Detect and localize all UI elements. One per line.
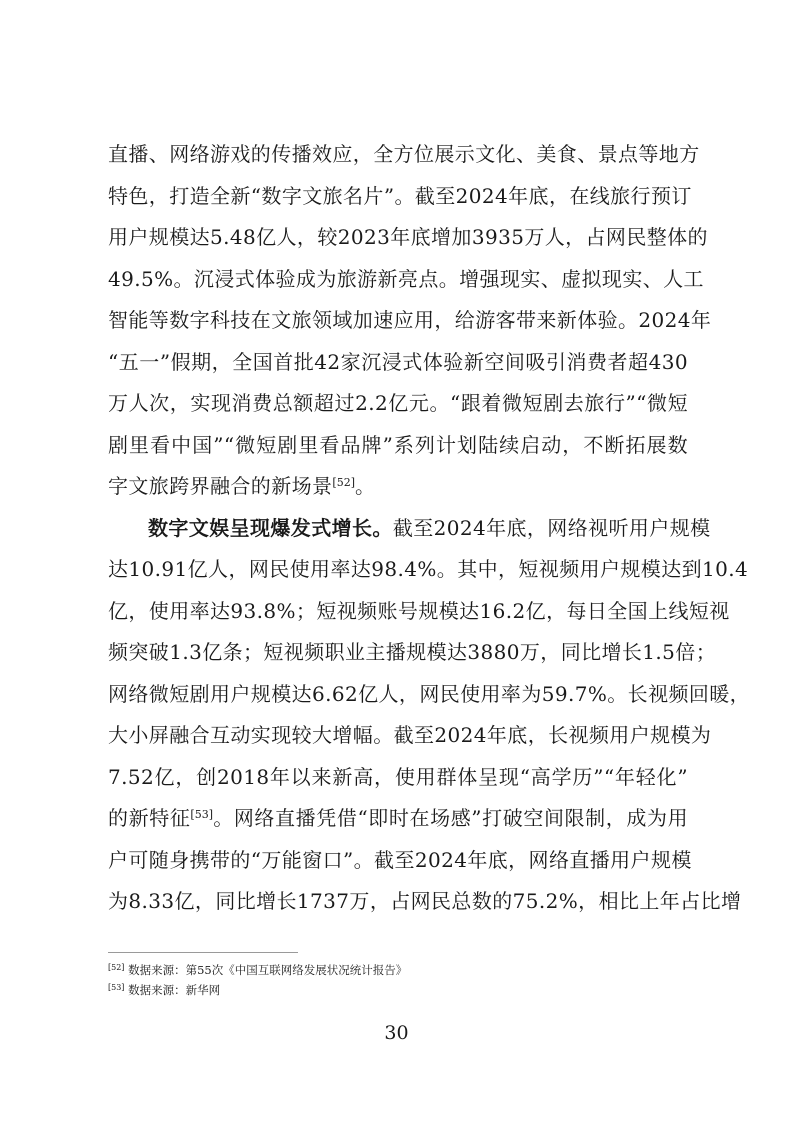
paragraph2-first-rest: 截至2024年底，网络视听用户规模 [392,515,711,540]
paragraph2-ref-line [108,798,688,840]
paragraph2-line: 网络微短剧用户规模达6.62亿人，网民使用率为59.7%。长视频回暖， [108,681,751,706]
paragraph2-line: 为8.33亿，同比增长1737万，占网民总数的75.2%，相比上年占比增 [108,889,742,913]
footnote-text: 数据来源：第55次《中国互联网络发展状况统计报告》 [128,963,408,977]
paragraph2-first-line [108,508,711,550]
footnote-marker: [52] [108,963,125,972]
footnote-53 [108,980,688,1000]
paragraph1-last-line [108,466,688,508]
paragraph2-ref-before: 的新特征 [108,806,191,830]
footnote-text: 数据来源：新华网 [128,983,221,997]
paragraph2-ref-after: 。网络直播凭借“即时在场感”打破空间限制，成为用 [213,806,688,830]
paragraph1-line: 用户规模达5.48亿人，较2023年底增加3935万人，占网民整体的 [108,225,708,249]
footnote-ref-52[interactable]: [52] [332,476,355,489]
paragraph1-line: “五一”假期，全国首批42家沉浸式体验新空间吸引消费者超430 [108,349,688,374]
paragraph1-last-text: 字文旅跨界融合的新场景 [108,474,333,498]
footnote-marker: [53] [108,983,125,992]
paragraph2-bold-lead: 数字文娱呈现爆发式增长。 [148,515,393,540]
footnote-52 [108,960,688,980]
footnote-ref-53[interactable]: [53] [190,808,214,821]
paragraph2-line: 户可随身携带的“万能窗口”。截至2024年底，网络直播用户规模 [108,847,692,872]
paragraph1-line: 剧里看中国”“微短剧里看品牌”系列计划陆续启动，不断拓展数 [108,432,688,457]
body-text [108,134,751,923]
paragraph1-line: 智能等数字科技在文旅领域加速应用，给游客带来新体验。2024年 [108,308,712,332]
paragraph2-line: 大小屏融合互动实现较大增幅。截至2024年底，长视频用户规模为 [108,723,712,747]
paragraph1-line: 万人次，实现消费总额超过2.2亿元。“跟着微短剧去旅行”“微短 [108,391,688,415]
paragraph1-last-punct: 。 [355,474,376,498]
footnote-divider [108,952,298,953]
paragraph1-line: 49.5%。沉浸式体验成为旅游新亮点。增强现实、虚拟现实、人工 [108,266,704,291]
footnotes [108,960,688,1000]
page-number: 30 [384,1022,409,1044]
paragraph2-line: 7.52亿，创2018年以来新高，使用群体呈现“高学历”“年轻化” [108,764,688,789]
paragraph2-line: 亿，使用率达93.8%；短视频账号规模达16.2亿，每日全国上线短视 [108,598,730,623]
paragraph1-line: 直播、网络游戏的传播效应，全方位展示文化、美食、景点等地方 [108,142,700,166]
paragraph1-line: 特色，打造全新“数字文旅名片”。截至2024年底，在线旅行预订 [108,183,692,208]
paragraph2-line: 达10.91亿人，网民使用率达98.4%。其中，短视频用户规模达到10.4 [108,557,749,581]
paragraph2-line: 频突破1.3亿条；短视频职业主播规模达3880万，同比增长1.5倍； [108,640,717,664]
